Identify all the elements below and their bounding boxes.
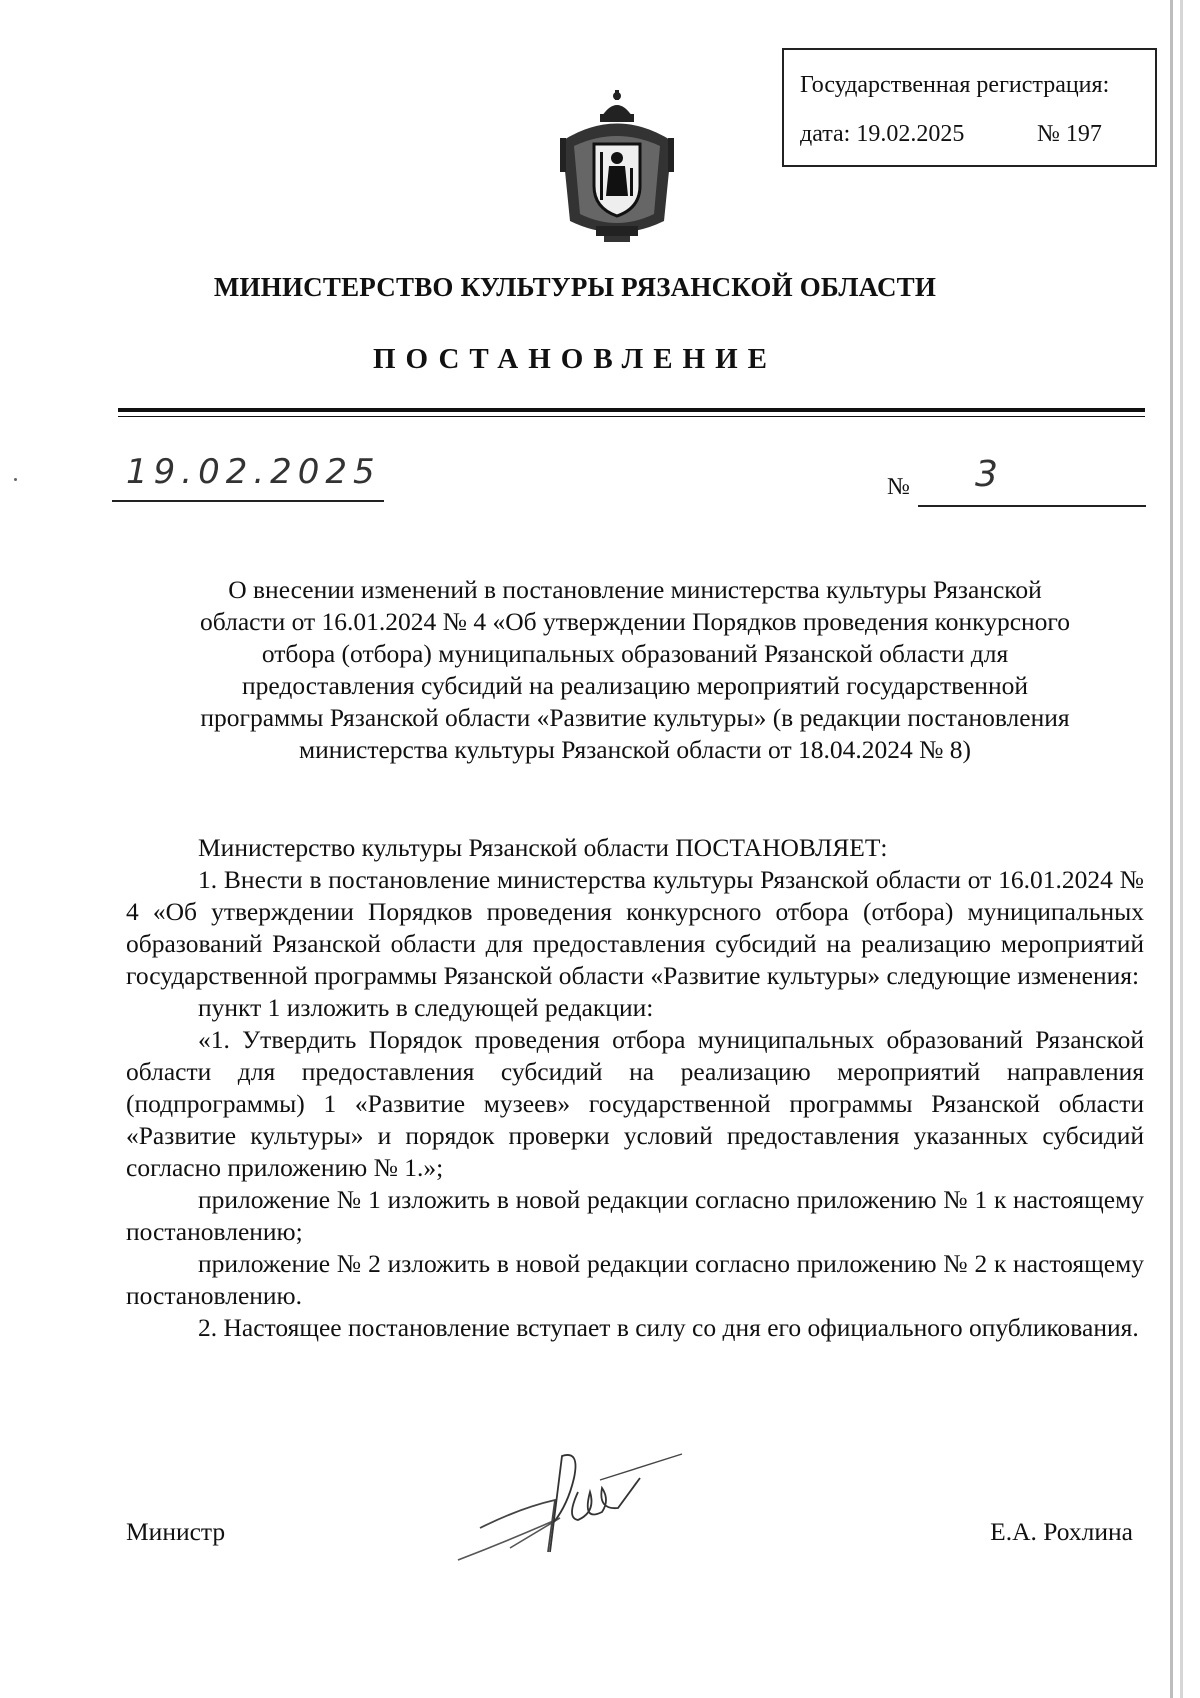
scan-speck [14, 478, 17, 481]
document-type: ПОСТАНОВЛЕНИЕ [372, 343, 777, 375]
subject-line: министерства культуры Рязанской области от 18.04.2024 № 8) [298, 735, 972, 764]
subject-line: отбора (отбора) муниципальных образований Рязанской области для [261, 639, 1009, 668]
registration-number: № 197 [1037, 121, 1102, 147]
body-paragraph: пункт 1 изложить в следующей редакции: [198, 993, 654, 1022]
registration-date: дата: 19.02.2025 [800, 121, 965, 147]
ryazan-coat-of-arms-icon [552, 86, 682, 251]
document-date: 19.02.2025 [126, 452, 381, 492]
document-body [126, 832, 1144, 1344]
body-paragraph: 2. Настоящее постановление вступает в силу со дня его официального опубликования. [198, 1313, 1139, 1342]
document-subject [125, 574, 1145, 766]
body-paragraph: «1. Утвердить Порядок проведения отбора муниципальных образований Рязанской области для предоставления субсидий на реализацию мероприятий направления (подпрограммы) 1 «Развитие музеев» государственной программы Рязанской области «Развитие культуры» и порядок проверки условий предоставления указанных субсидий согласно приложению № 1.»; [126, 1025, 1144, 1182]
number-label: № [887, 474, 910, 500]
subject-line: предоставления субсидий на реализацию мероприятий государственной [242, 671, 1028, 700]
body-paragraph: 1. Внести в постановление министерства культуры Рязанской области от 16.01.2024 № 4 «Об утверждении Порядков проведения конкурсного отбора (отбора) муниципальных образований Рязанской области для предоставления субсидий на реализацию мероприятий государственной программы Рязанской области «Развитие культуры» следующие изменения: [126, 865, 1144, 990]
signer-name: Е.А. Рохлина [990, 1517, 1133, 1546]
document-number: 3 [975, 454, 998, 495]
registration-stamp [782, 48, 1157, 167]
body-paragraph: Министерство культуры Рязанской области ПОСТАНОВЛЯЕТ: [198, 833, 888, 862]
body-paragraph: приложение № 1 изложить в новой редакции согласно приложению № 1 к настоящему постановлению; [126, 1185, 1144, 1246]
subject-line: О внесении изменений в постановление министерства культуры Рязанской [228, 575, 1042, 604]
body-paragraph: приложение № 2 изложить в новой редакции согласно приложению № 2 к настоящему постановлению. [126, 1249, 1144, 1310]
subject-line: программы Рязанской области «Развитие культуры» (в редакции постановления [200, 703, 1070, 732]
number-underline [918, 505, 1146, 507]
signer-role: Министр [126, 1517, 226, 1546]
registration-title: Государственная регистрация: [800, 72, 1110, 98]
page-edge-line [1170, 0, 1173, 1698]
header-rule-thick [118, 408, 1145, 412]
date-underline [112, 500, 384, 502]
subject-line: области от 16.01.2024 № 4 «Об утверждении Порядков проведения конкурсного [200, 607, 1070, 636]
handwritten-signature-icon [450, 1448, 710, 1573]
header-rule-thin [118, 416, 1145, 417]
page-edge-line [1180, 0, 1183, 1698]
ministry-name: МИНИСТЕРСТВО КУЛЬТУРЫ РЯЗАНСКОЙ ОБЛАСТИ [213, 272, 937, 302]
